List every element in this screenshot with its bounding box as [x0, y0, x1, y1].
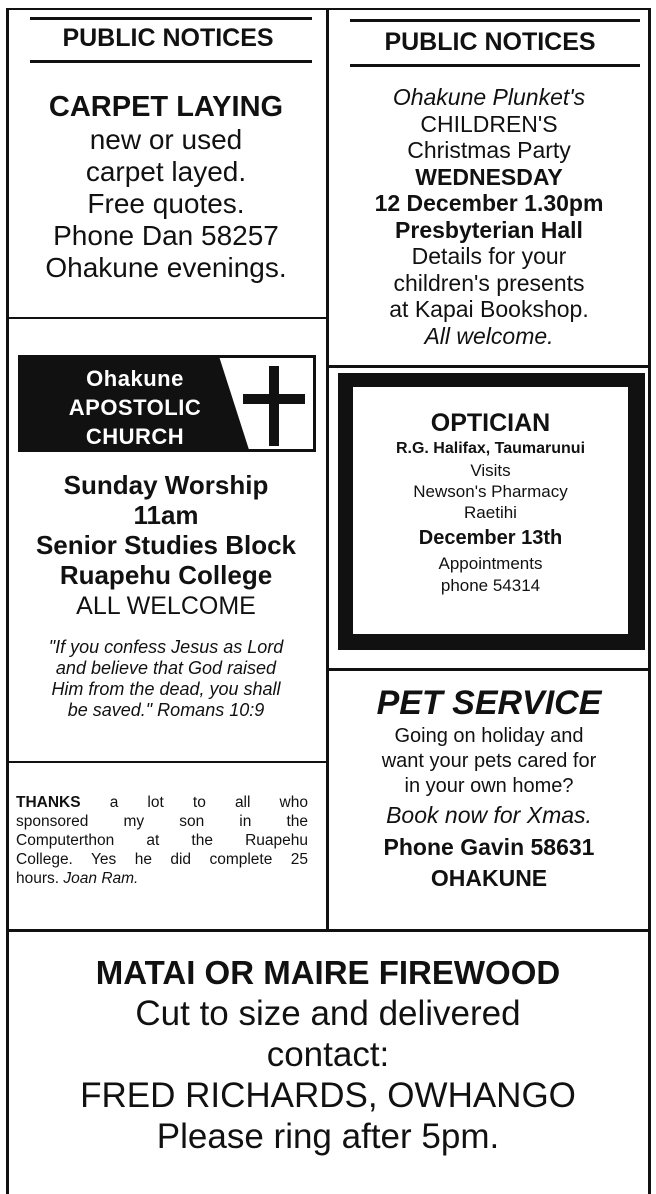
- divider-carpet: [6, 317, 328, 319]
- pet-title: PET SERVICE: [376, 684, 602, 722]
- optician-appt: phone 54314: [440, 576, 541, 595]
- right-border: [648, 8, 651, 1194]
- pet-line: Going on holiday and: [394, 725, 584, 747]
- quote-line: Him from the dead, you shall: [51, 679, 281, 699]
- plunket-day: WEDNESDAY: [415, 163, 563, 190]
- carpet-title: CARPET LAYING: [48, 91, 284, 123]
- pet-place: OHAKUNE: [430, 865, 548, 891]
- carpet-line: new or used: [89, 124, 243, 155]
- firewood-line: contact:: [266, 1035, 390, 1074]
- pet-line: want your pets cared for: [381, 750, 597, 772]
- pet-line: in your own home?: [404, 775, 574, 797]
- carpet-line: Phone Dan 58257: [53, 220, 279, 251]
- public-notices-header-left: PUBLIC NOTICES: [62, 24, 274, 52]
- worship-location: Ruapehu College: [59, 560, 273, 590]
- logo-line: CHURCH: [85, 424, 185, 449]
- pet-notice: [330, 682, 648, 893]
- logo-line: Ohakune: [86, 366, 184, 391]
- optician-title: OPTICIAN: [430, 409, 551, 437]
- optician-appt: Appointments: [438, 554, 543, 573]
- thanks-signature: Joan Ram.: [63, 870, 139, 887]
- top-border-right: [326, 8, 651, 10]
- plunket-line: CHILDREN'S: [420, 110, 558, 137]
- thanks-notice: [16, 793, 308, 888]
- worship-location: Senior Studies Block: [35, 530, 297, 560]
- logo-text: [21, 364, 249, 451]
- firewood-line: Please ring after 5pm.: [156, 1117, 500, 1156]
- divider-plunket: [326, 365, 651, 368]
- plunket-date: 12 December 1.30pm: [374, 190, 604, 216]
- plunket-notice: [330, 84, 648, 349]
- plunket-details: Details for your: [411, 243, 567, 269]
- thanks-line: College. Yes he did complete 25: [16, 851, 308, 868]
- optician-date: December 13th: [418, 527, 563, 549]
- plunket-org: Ohakune Plunket's: [392, 84, 586, 110]
- thanks-line: hours. Joan Ram.: [16, 870, 139, 887]
- plunket-details: children's presents: [393, 269, 585, 296]
- plunket-venue: Presbyterian Hall: [395, 216, 583, 243]
- divider-firewood: [6, 929, 651, 932]
- pet-book: Book now for Xmas.: [386, 802, 592, 828]
- worship-title: Sunday Worship: [63, 470, 269, 500]
- header-rule-right-bottom: [350, 64, 640, 67]
- quote-line: be saved." Romans 10:9: [67, 700, 265, 720]
- thanks-line: THANKS a lot to all who: [16, 794, 308, 811]
- thanks-line: sponsored my son in the: [16, 813, 308, 830]
- plunket-welcome: All welcome.: [424, 322, 554, 349]
- center-divider: [326, 8, 329, 930]
- firewood-title: MATAI OR MAIRE FIREWOOD: [95, 954, 561, 991]
- quote-line: "If you confess Jesus as Lord: [48, 637, 284, 657]
- worship-welcome: ALL WELCOME: [76, 592, 256, 620]
- cross-icon: [233, 362, 313, 448]
- top-border-left: [6, 8, 328, 10]
- carpet-line: carpet layed.: [85, 156, 247, 187]
- header-rule-right-top: [350, 19, 640, 22]
- church-logo: [18, 355, 316, 452]
- carpet-notice: [8, 90, 324, 284]
- church-quote: [8, 637, 324, 721]
- plunket-line: Christmas Party: [407, 137, 571, 163]
- carpet-line: Ohakune evenings.: [45, 252, 287, 283]
- firewood-line: Cut to size and delivered: [135, 994, 521, 1033]
- optician-notice: [353, 408, 628, 597]
- firewood-notice: [8, 953, 648, 1157]
- thanks-lead: THANKS: [16, 794, 81, 811]
- church-notice: [8, 470, 324, 622]
- logo-line: APOSTOLIC: [68, 395, 202, 420]
- pet-phone: Phone Gavin 58631: [383, 834, 595, 860]
- thanks-line: Computerthon at the Ruapehu: [16, 832, 308, 849]
- header-rule-left-top: [30, 17, 312, 20]
- worship-time: 11am: [133, 500, 199, 530]
- carpet-line: Free quotes.: [87, 188, 245, 219]
- optician-line: Visits: [470, 461, 511, 480]
- header-rule-left-bottom: [30, 60, 312, 63]
- optician-name: R.G. Halifax, Taumarunui: [395, 440, 586, 457]
- public-notices-header-right: PUBLIC NOTICES: [384, 28, 596, 56]
- quote-line: and believe that God raised: [55, 658, 277, 678]
- optician-line: Raetihi: [464, 503, 517, 522]
- optician-line: Newson's Pharmacy: [413, 482, 568, 501]
- plunket-details: at Kapai Bookshop.: [389, 296, 589, 322]
- divider-church: [6, 761, 328, 763]
- firewood-line: FRED RICHARDS, OWHANGO: [80, 1076, 576, 1115]
- divider-optician: [326, 668, 651, 671]
